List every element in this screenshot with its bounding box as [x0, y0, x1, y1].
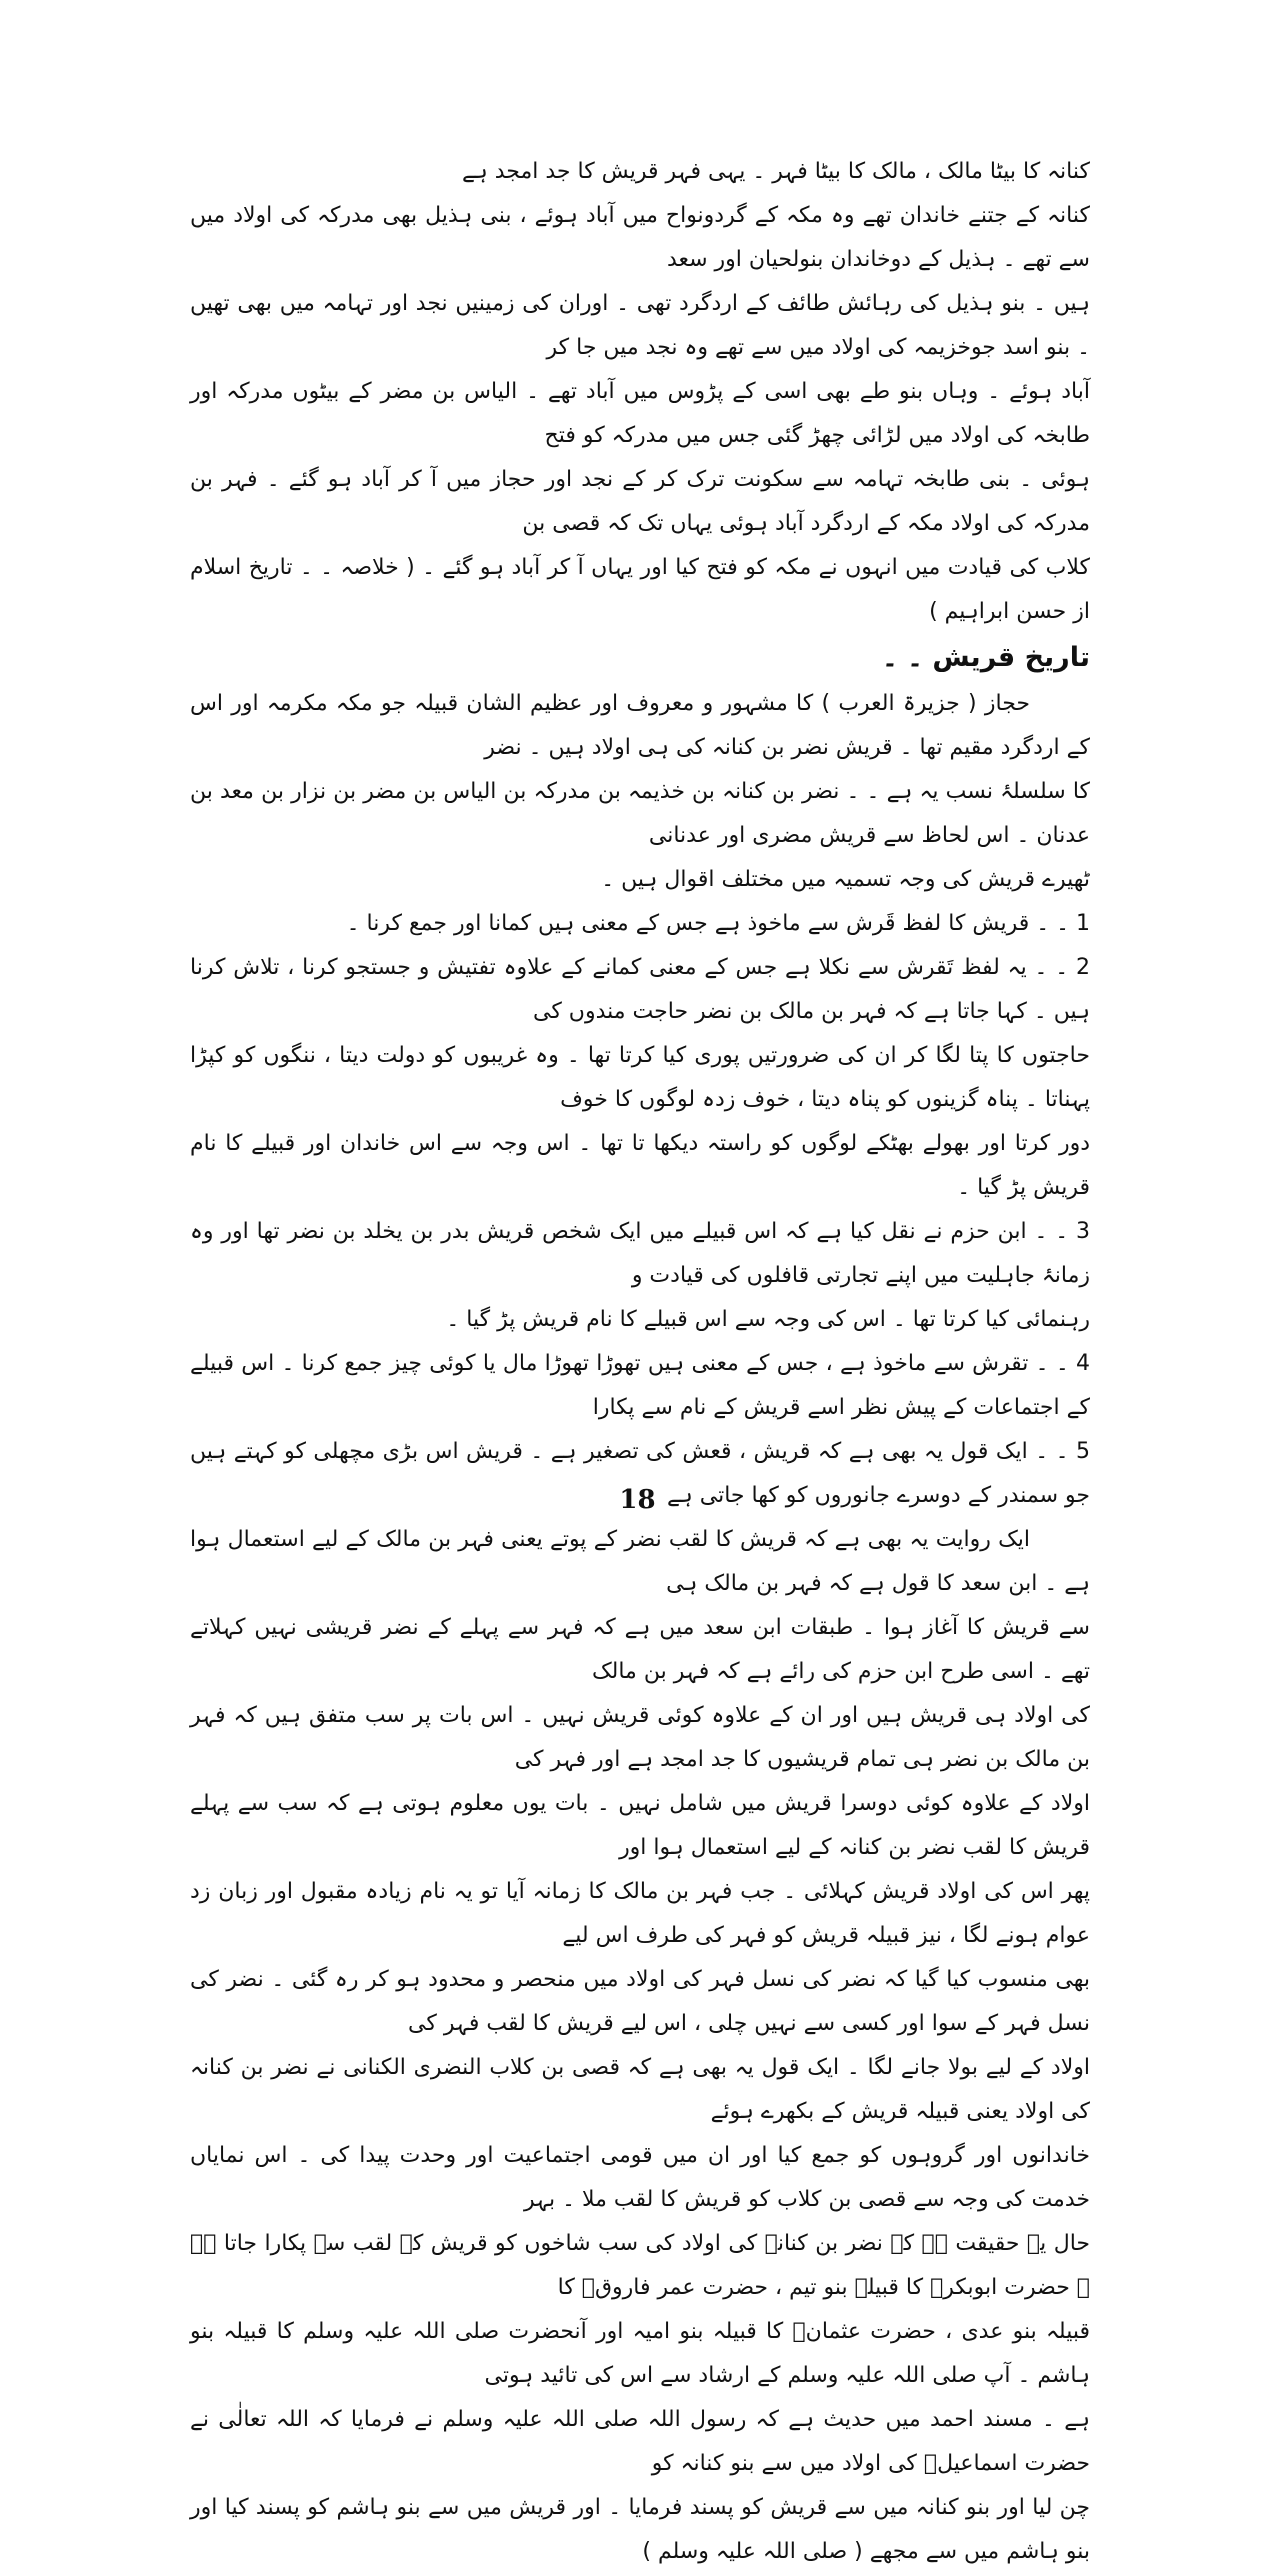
text-line: کلاب کی قیادت میں انہوں نے مکہ کو فتح کیا اور یہاں آ کر آباد ہو گئے ۔ ( خلاصہ ۔ ۔ تاریخ اسلام از حسن ابراہیم )	[190, 555, 1090, 624]
section-heading: تاریخ قریش ۔ ۔	[881, 642, 1090, 673]
text-line: خاندانوں اور گروہوں کو جمع کیا اور ان میں قومی اجتماعیت اور وحدت پیدا کی ۔ اس نمایاں خدمت کی وجہ سے قصی بن کلاب کو قریش کا لقب ملا ۔ بہر	[190, 2143, 1090, 2212]
text-line: سے قریش کا آغاز ہوا ۔ طبقات ابن سعد میں ہے کہ فہر سے پہلے کے نضر قریشی نہیں کہلاتے تھے ۔ اسی طرح ابن حزم کی رائے ہے کہ فہر بن مالک	[190, 1615, 1090, 1684]
text-line: اولاد کے علاوہ کوئی دوسرا قریش میں شامل نہیں ۔ بات یوں معلوم ہوتی ہے کہ سب سے پہلے قریش کا لقب نضر بن کنانہ کے لیے استعمال ہوا اور	[190, 1791, 1090, 1860]
text-line: 3 ۔ ۔ ابن حزم نے نقل کیا ہے کہ اس قبیلے میں ایک شخص قریش بدر بن یخلد بن نضر تھا اور وہ زمانۂ جاہلیت میں اپنے تجارتی قافلوں کی قیادت و	[190, 1219, 1090, 1288]
text-line: دور کرتا اور بھولے بھٹکے لوگوں کو راستہ دیکھا تا تھا ۔ اس وجہ سے اس خاندان اور قبیلے کا نام قریش پڑ گیا ۔	[190, 1131, 1090, 1200]
text-line: کی اولاد ہی قریش ہیں اور ان کے علاوہ کوئی قریش نہیں ۔ اس بات پر سب متفق ہیں کہ فہر بن مالک بن نضر ہی تمام قریشیوں کا جد امجد ہے اور فہر کی	[190, 1703, 1090, 1772]
text-line: پھر اس کی اولاد قریش کہلائی ۔ جب فہر بن مالک کا زمانہ آیا تو یہ نام زیادہ مقبول اور زبان زد عوام ہونے لگا ، نیز قبیلہ قریش کو فہر کی طرف اس لیے	[190, 1879, 1090, 1948]
document-body	[190, 150, 1090, 2574]
text-line: 1 ۔ ۔ قریش کا لفظ قَرش سے ماخوذ ہے جس کے معنی ہیں کمانا اور جمع کرنا ۔	[346, 911, 1090, 936]
text-line: چن لیا اور بنو کنانہ میں سے قریش کو پسند فرمایا ۔ اور قریش میں سے بنو ہاشم کو پسند کیا اور بنو ہاشم میں سے مجھے ( صلی اللہ علیہ وسلم )	[190, 2495, 1090, 2564]
text-line: 2 ۔ ۔ یہ لفظ تَقرش سے نکلا ہے جس کے معنی کمانے کے علاوہ تفتیش و جستجو کرنا ، تلاش کرنا ہیں ۔ کہا جاتا ہے کہ فہر بن مالک بن نضر حاجت مندوں کی	[190, 955, 1090, 1024]
page-number: 18	[619, 1485, 656, 1515]
text-line: رہنمائی کیا کرتا تھا ۔ اس کی وجہ سے اس قبیلے کا نام قریش پڑ گیا ۔	[446, 1307, 1090, 1332]
text-line: کنانہ کا بیٹا مالک ، مالک کا بیٹا فہر ۔ یہی فہر قریش کا جد امجد ہے	[461, 159, 1090, 184]
text-line: ایک روایت یہ بھی ہے کہ قریش کا لقب نضر کے پوتے یعنی فہر بن مالک کے لیے استعمال ہوا ہے ۔ ابن سعد کا قول ہے کہ فہر بن مالک ہی	[190, 1527, 1090, 1596]
text-line: ہے ۔ مسند احمد میں حدیث ہے کہ رسول اللہ صلی اللہ علیہ وسلم نے فرمایا کہ اللہ تعالٰی نے حضرت اسماعیلؑ کی اولاد میں سے بنو کنانہ کو	[190, 2407, 1090, 2476]
text-line: ہوئی ۔ بنی طابخہ تہامہ سے سکونت ترک کر کے نجد اور حجاز میں آ کر آباد ہو گئے ۔ فہر بن مدرکہ کی اولاد مکہ کے اردگرد آباد ہوئی یہاں تک کہ قصی بن	[190, 467, 1090, 536]
text-line: ہیں ۔ بنو ہذیل کی رہائش طائف کے اردگرد تھی ۔ اوران کی زمینیں نجد اور تہامہ میں بھی تھیں ۔ بنو اسد جوخزیمہ کی اولاد میں سے تھے وہ نجد میں جا کر	[190, 291, 1090, 360]
text-line: 5 ۔ ۔ ایک قول یہ بھی ہے کہ قریش ، قعش کی تصغیر ہے ۔ قریش اس بڑی مچھلی کو کہتے ہیں جو سمندر کے دوسرے جانوروں کو کھا جاتی ہے	[190, 1439, 1090, 1508]
text-line: کنانہ کے جتنے خاندان تھے وہ مکہ کے گردونواح میں آباد ہوئے ، بنی ہذیل بھی مدرکہ کی اولاد میں سے تھے ۔ ہذیل کے دوخاندان بنولحیان اور سعد	[190, 203, 1090, 272]
text-line: حجاز ( جزیرۃ العرب ) کا مشہور و معروف اور عظیم الشان قبیلہ جو مکہ مکرمہ اور اس کے اردگرد مقیم تھا ۔ قریش نضر بن کنانہ کی ہی اولاد ہیں ۔ نضر	[190, 691, 1090, 760]
text-line: اولاد کے لیے بولا جانے لگا ۔ ایک قول یہ بھی ہے کہ قصی بن کلاب النضری الکنانی نے نضر بن کنانہ کی اولاد یعنی قبیلہ قریش کے بکھرے ہوئے	[190, 2055, 1090, 2124]
text-line: حاجتوں کا پتا لگا کر ان کی ضرورتیں پوری کیا کرتا تھا ۔ وہ غریبوں کو دولت دیتا ، ننگوں کو کپڑا پہناتا ۔ پناہ گزینوں کو پناہ دیتا ، خوف زدہ لوگوں کا خوف	[190, 1043, 1090, 1112]
text-line: بھی منسوب کیا گیا کہ نضر کی نسل فہر کی اولاد میں منحصر و محدود ہو کر رہ گئی ۔ نضر کی نسل فہر کے سوا اور کسی سے نہیں چلی ، اس لیے قریش کا لقب فہر کی	[190, 1967, 1090, 2036]
text-line: کا سلسلۂ نسب یہ ہے ۔ ۔ نضر بن کنانہ بن خذیمہ بن مدرکہ بن الیاس بن مضر بن نزار بن معد بن عدنان ۔ اس لحاظ سے قریش مضری اور عدنانی	[190, 779, 1090, 848]
text-line: 4 ۔ ۔ تقرش سے ماخوذ ہے ، جس کے معنی ہیں تھوڑا تھوڑا مال یا کوئی چیز جمع کرنا ۔ اس قبیلے کے اجتماعات کے پیش نظر اسے قریش کے نام سے پکارا	[190, 1351, 1090, 1420]
text-line: ٹھیرے قریش کی وجہ تسمیہ میں مختلف اقوال ہیں ۔	[601, 867, 1090, 892]
text-line: قبیلہ بنو عدی ، حضرت عثمانؓ کا قبیلہ بنو امیہ اور آنحضرت صلی اللہ علیہ وسلم کا قبیلہ بنو ہاشم ۔ آپ صلی اللہ علیہ وسلم کے ارشاد سے اس کی تائید ہوتی	[190, 2319, 1090, 2388]
text-line: حال یہ حقیقت ہے کہ نضر بن کنانہ کی اولاد کی سب شاخوں کو قریش کے لقب سے پکارا جاتا ہے ۔ حضرت ابوبکرؓ کا قبیلہ بنو تیم ، حضرت عمر فاروقؓ کا	[190, 2231, 1090, 2300]
text-line: آباد ہوئے ۔ وہاں بنو طے بھی اسی کے پڑوس میں آباد تھے ۔ الیاس بن مضر کے بیٹوں مدرکہ اور طابخہ کی اولاد میں لڑائی چھڑ گئی جس میں مدرکہ کو فتح	[190, 379, 1090, 448]
